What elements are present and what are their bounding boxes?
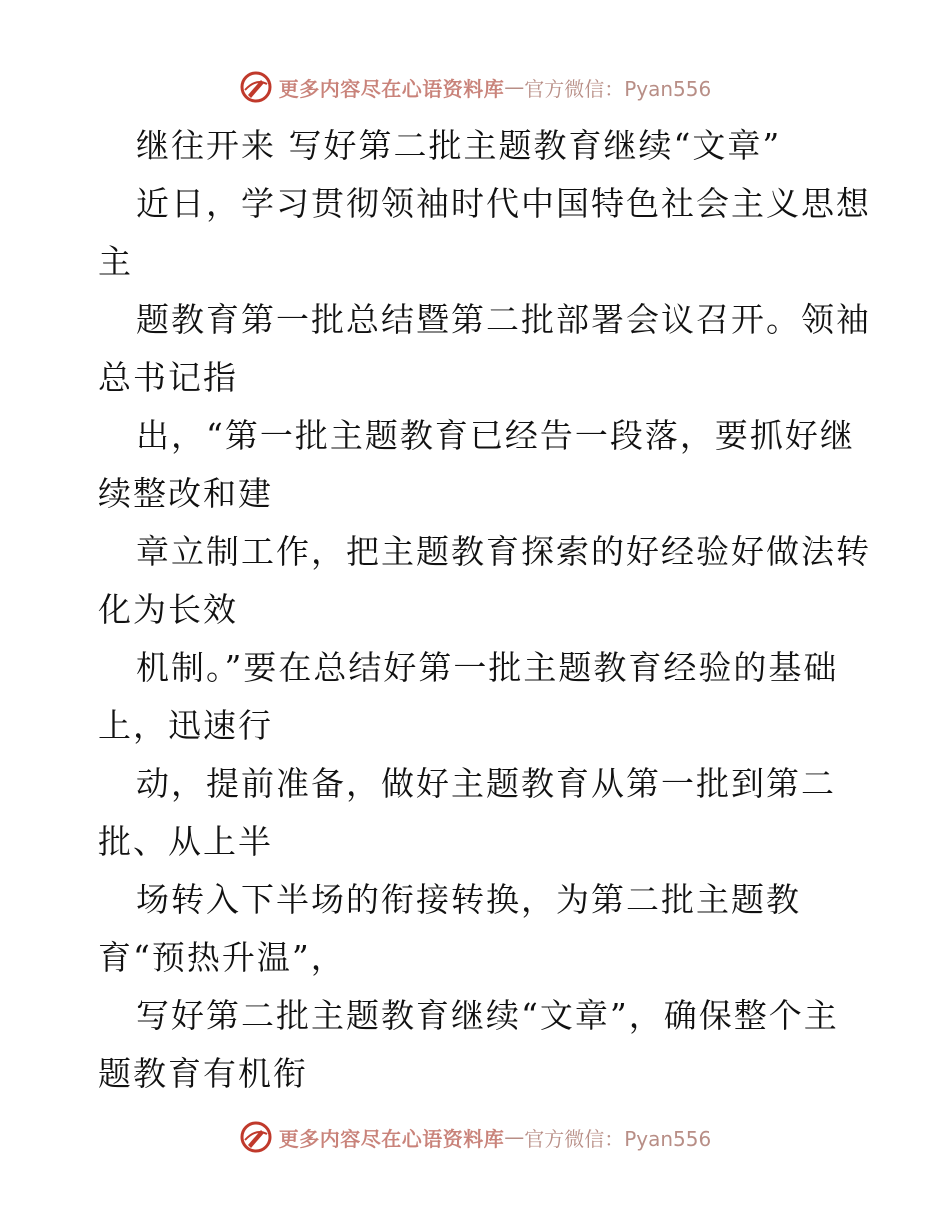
text-line: 育“预热升温”， [98, 938, 346, 977]
pen-logo-icon [239, 1120, 273, 1154]
banner-main-text: 更多内容尽在心语资料库 [278, 76, 505, 101]
banner-dash: — [504, 1125, 525, 1149]
text-line: 出，“第一批主题教育已经告一段落，要抓好继 [136, 416, 855, 455]
banner-sub-text: 官方微信：Pyan556 [524, 76, 712, 101]
banner-main-text: 更多内容尽在心语资料库 [278, 1126, 505, 1151]
text-line: 总书记指 [98, 358, 238, 397]
text-line: 续整改和建 [98, 474, 273, 513]
document-title: 继往开来 写好第二批主题教育继续“文章” [136, 126, 782, 165]
text-line: 主 [98, 242, 133, 281]
text-line: 近日，学习贯彻领袖时代中国特色社会主义思想 [136, 184, 871, 223]
text-line: 动，提前准备，做好主题教育从第一批到第二 [136, 764, 836, 803]
text-line: 场转入下半场的衔接转换，为第二批主题教 [136, 880, 801, 919]
text-line: 章立制工作，把主题教育探索的好经验好做法转 [136, 532, 871, 571]
text-line: 机制。”要在总结好第一批主题教育经验的基础 [136, 648, 839, 687]
banner-dash: — [504, 75, 525, 99]
header-banner [0, 70, 950, 108]
text-line: 写好第二批主题教育继续“文章”，确保整个主 [136, 996, 839, 1035]
pen-logo-icon [239, 70, 273, 104]
text-line: 上，迅速行 [98, 706, 273, 745]
banner-sub-text: 官方微信：Pyan556 [524, 1126, 712, 1151]
text-line: 题教育第一批总结暨第二批部署会议召开。领袖 [136, 300, 871, 339]
text-line: 化为长效 [98, 590, 238, 629]
footer-banner [0, 1120, 950, 1158]
text-line: 批、从上半 [98, 822, 273, 861]
text-line: 题教育有机衔 [98, 1054, 308, 1093]
